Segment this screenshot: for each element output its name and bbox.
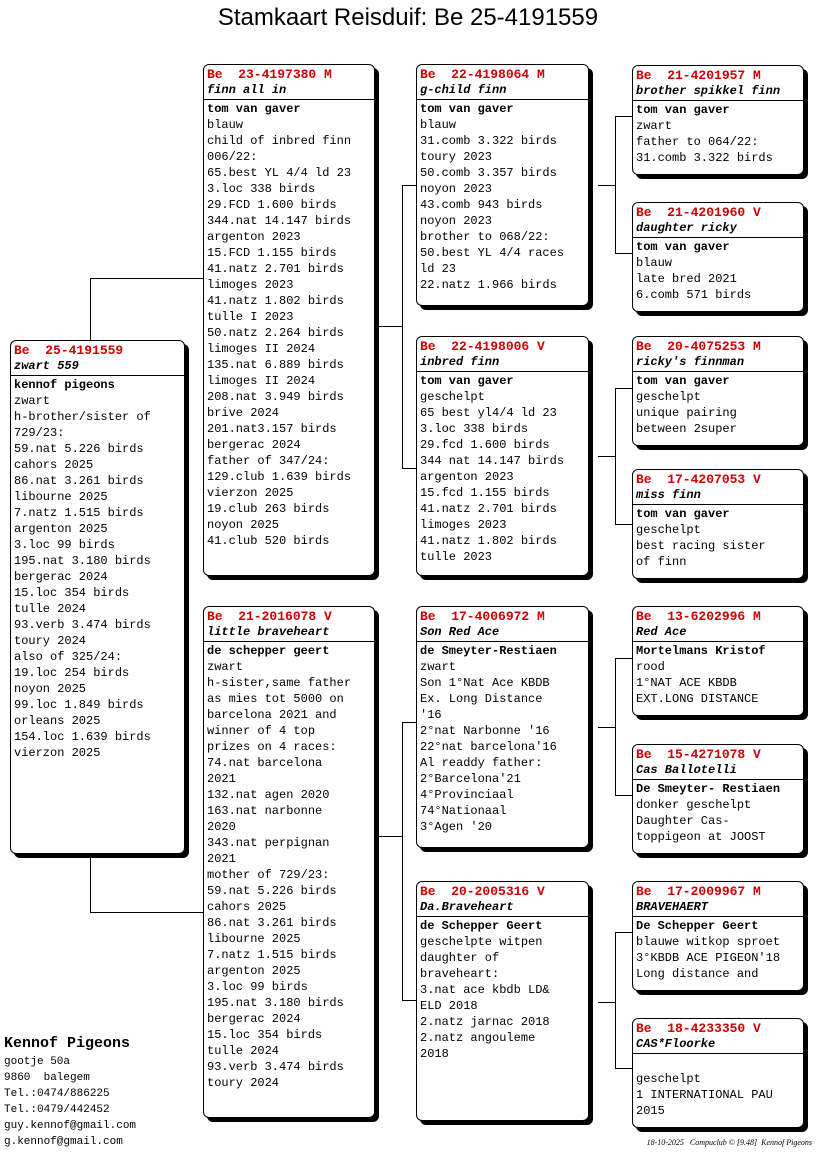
father-father-card[interactable] bbox=[416, 64, 589, 306]
mother-father-mother-card[interactable] bbox=[632, 744, 804, 854]
info-line: 65 best yl4/4 ld 23 bbox=[420, 406, 557, 420]
info-line: libourne 2025 bbox=[14, 490, 108, 504]
owner-name: kennof pigeons bbox=[14, 378, 115, 392]
info-line: brive 2024 bbox=[207, 406, 280, 420]
info-line: 31.comb 3.322 birds bbox=[420, 134, 557, 148]
info-line: 132.nat agen 2020 bbox=[207, 788, 330, 802]
info-line: cahors 2025 bbox=[207, 900, 287, 914]
connector bbox=[615, 116, 633, 117]
connector bbox=[598, 185, 615, 186]
ring-number: Be 22-4198064 M bbox=[420, 67, 545, 82]
connector bbox=[90, 912, 204, 913]
owner-name: Mortelmans Kristof bbox=[636, 644, 766, 658]
info-line: argenton 2025 bbox=[14, 522, 108, 536]
owner-name: tom van gaver bbox=[636, 103, 730, 117]
breeder-line: Tel.:0474/886225 bbox=[4, 1088, 110, 1100]
info-line: Ex. Long Distance bbox=[420, 692, 543, 706]
connector bbox=[615, 388, 616, 524]
info-line: argenton 2023 bbox=[207, 230, 301, 244]
father-mother-card[interactable] bbox=[416, 336, 589, 576]
info-line: blauw bbox=[207, 118, 244, 132]
mother-card[interactable] bbox=[203, 606, 375, 1118]
info-line: 2°nat Narbonne '16 bbox=[420, 724, 550, 738]
info-line: braveheart: bbox=[420, 967, 500, 981]
connector bbox=[615, 524, 633, 525]
ring-number: Be 20-4075253 M bbox=[636, 339, 761, 354]
info-line: 59.nat 5.226 birds bbox=[207, 884, 337, 898]
info-line: 65.best YL 4/4 ld 23 bbox=[207, 166, 352, 180]
mother-father-father-card[interactable] bbox=[632, 606, 804, 716]
info-line: ld 23 bbox=[420, 262, 457, 276]
info-line: bergerac 2024 bbox=[207, 1012, 301, 1026]
info-line: vierzon 2025 bbox=[207, 486, 294, 500]
info-line: 15.fcd 1.155 birds bbox=[420, 486, 550, 500]
info-line: geschelpt bbox=[636, 1072, 701, 1086]
pigeon-name: CAS*Floorke bbox=[633, 1037, 803, 1054]
info-line: 2°Barcelona'21 bbox=[420, 772, 521, 786]
info-line: 41.club 520 birds bbox=[207, 534, 330, 548]
info-line: 201.nat3.157 birds bbox=[207, 422, 337, 436]
info-line: 3.nat ace kbdb LD& bbox=[420, 983, 550, 997]
info-line: cahors 2025 bbox=[14, 458, 94, 472]
connector bbox=[375, 836, 402, 837]
info-line: 3.loc 99 birds bbox=[207, 980, 308, 994]
ring-number: Be 22-4198006 V bbox=[420, 339, 545, 354]
owner-name: tom van gaver bbox=[636, 507, 730, 521]
info-line: 343.nat perpignan bbox=[207, 836, 330, 850]
pigeon-name: miss finn bbox=[633, 488, 803, 505]
father-father-mother-card[interactable] bbox=[632, 202, 804, 312]
info-line: vierzon 2025 bbox=[14, 746, 101, 760]
info-line: 43.comb 943 birds bbox=[420, 198, 543, 212]
info-line: EXT.LONG DISTANCE bbox=[636, 692, 759, 706]
connector bbox=[615, 253, 633, 254]
info-line: limoges II 2024 bbox=[207, 374, 316, 388]
info-line: 50.comb 3.357 birds bbox=[420, 166, 557, 180]
info-line: h-brother/sister of bbox=[14, 410, 151, 424]
info-line: Daughter Cas- bbox=[636, 814, 730, 828]
info-line: prizes on 4 races: bbox=[207, 740, 337, 754]
info-line: 163.nat narbonne bbox=[207, 804, 323, 818]
info-line: also of 325/24: bbox=[14, 650, 123, 664]
pigeon-name: daughter ricky bbox=[633, 221, 803, 238]
info-line: 93.verb 3.474 birds bbox=[207, 1060, 344, 1074]
connector bbox=[598, 456, 615, 457]
info-line: 22°nat barcelona'16 bbox=[420, 740, 557, 754]
info-line: toury 2024 bbox=[14, 634, 87, 648]
info-line: 3.loc 99 birds bbox=[14, 538, 115, 552]
info-line: argenton 2025 bbox=[207, 964, 301, 978]
pigeon-name: Red Ace bbox=[633, 625, 803, 642]
connector bbox=[90, 278, 204, 279]
ring-number: Be 17-4207053 V bbox=[636, 472, 761, 487]
info-line: 129.club 1.639 birds bbox=[207, 470, 352, 484]
pigeon-name: g-child finn bbox=[417, 83, 588, 100]
info-line: Son 1°Nat Ace KBDB bbox=[420, 676, 550, 690]
connector bbox=[598, 1002, 615, 1003]
info-line: tulle 2023 bbox=[420, 550, 493, 564]
info-line: geschelpt bbox=[636, 390, 701, 404]
info-line: tulle I 2023 bbox=[207, 310, 294, 324]
pigeon-name: Son Red Ace bbox=[417, 625, 588, 642]
info-line: 7.natz 1.515 birds bbox=[14, 506, 144, 520]
info-line: 2.natz jarnac 2018 bbox=[420, 1015, 550, 1029]
info-line: 3°KBDB ACE PIGEON'18 bbox=[636, 951, 781, 965]
owner-name: tom van gaver bbox=[420, 374, 514, 388]
info-line: noyon 2023 bbox=[420, 182, 493, 196]
info-line: 15.FCD 1.155 birds bbox=[207, 246, 337, 260]
mother-mother-mother-card[interactable] bbox=[632, 1018, 804, 1128]
info-line: 729/23: bbox=[14, 426, 65, 440]
info-line: 195.nat 3.180 birds bbox=[207, 996, 344, 1010]
info-line: ELD 2018 bbox=[420, 999, 478, 1013]
owner-name bbox=[636, 1055, 799, 1071]
info-line: noyon 2025 bbox=[207, 518, 280, 532]
info-line: 6.comb 571 birds bbox=[636, 288, 752, 302]
info-line: 19.club 263 birds bbox=[207, 502, 330, 516]
info-line: zwart bbox=[14, 394, 51, 408]
info-line: 195.nat 3.180 birds bbox=[14, 554, 151, 568]
info-line: zwart bbox=[420, 660, 457, 674]
connector bbox=[402, 722, 417, 723]
info-line: 2015 bbox=[636, 1104, 665, 1118]
info-line: father of 347/24: bbox=[207, 454, 330, 468]
info-line: 41.natz 1.802 birds bbox=[420, 534, 557, 548]
connector bbox=[615, 932, 633, 933]
info-line: blauw bbox=[420, 118, 457, 132]
info-line: 1°NAT ACE KBDB bbox=[636, 676, 737, 690]
breeder-line: g.kennof@gmail.com bbox=[4, 1136, 123, 1148]
ring-number: Be 17-4006972 M bbox=[420, 609, 545, 624]
owner-name: De Smeyter- Restiaen bbox=[636, 782, 781, 796]
info-line: daughter of bbox=[420, 951, 500, 965]
info-line: 86.nat 3.261 birds bbox=[207, 916, 337, 930]
owner-name: tom van gaver bbox=[636, 374, 730, 388]
connector bbox=[402, 185, 403, 468]
info-line: zwart bbox=[207, 660, 244, 674]
pigeon-name: BRAVEHAERT bbox=[633, 900, 803, 917]
info-line: 3°Agen '20 bbox=[420, 820, 493, 834]
info-line: 4°Provinciaal bbox=[420, 788, 514, 802]
info-line: libourne 2025 bbox=[207, 932, 301, 946]
ring-number: Be 25-4191559 bbox=[14, 343, 124, 358]
footer-text: 18-10-2025 Compuclub © [9.48] Kennof Pigeons bbox=[646, 1138, 812, 1147]
info-line: between 2super bbox=[636, 422, 737, 436]
owner-name: de Smeyter-Restiaen bbox=[420, 644, 557, 658]
info-line: 3.loc 338 birds bbox=[420, 422, 529, 436]
info-line: noyon 2025 bbox=[14, 682, 87, 696]
info-line: zwart bbox=[636, 119, 673, 133]
ring-number: Be 20-2005316 V bbox=[420, 884, 545, 899]
info-line: blauw bbox=[636, 256, 673, 270]
connector bbox=[90, 854, 91, 912]
connector bbox=[615, 932, 616, 1068]
owner-name: tom van gaver bbox=[420, 102, 514, 116]
info-line: barcelona 2021 and bbox=[207, 708, 337, 722]
connector bbox=[615, 795, 633, 796]
info-line: 19.loc 254 birds bbox=[14, 666, 130, 680]
info-line: winner of 4 top bbox=[207, 724, 316, 738]
info-line: geschelpt bbox=[636, 523, 701, 537]
info-line: 7.natz 1.515 birds bbox=[207, 948, 337, 962]
connector bbox=[615, 658, 633, 659]
info-line: 006/22: bbox=[207, 150, 258, 164]
info-line: 41.natz 1.802 birds bbox=[207, 294, 344, 308]
info-line: father to 064/22: bbox=[636, 135, 759, 149]
father-card[interactable] bbox=[203, 64, 375, 576]
info-line: 2020 bbox=[207, 820, 236, 834]
pigeon-name: Cas Ballotelli bbox=[633, 763, 803, 780]
mother-father-card[interactable] bbox=[416, 606, 589, 848]
info-line: donker geschelpt bbox=[636, 798, 752, 812]
info-line: limoges 2023 bbox=[207, 278, 294, 292]
mother-mother-card[interactable] bbox=[416, 881, 589, 1121]
info-line: 344.nat 14.147 birds bbox=[207, 214, 352, 228]
info-line: blauwe witkop sproet bbox=[636, 935, 781, 949]
info-line: 15.loc 354 birds bbox=[14, 586, 130, 600]
info-line: as mies tot 5000 on bbox=[207, 692, 344, 706]
info-line: 74°Nationaal bbox=[420, 804, 507, 818]
mother-mother-father-card[interactable] bbox=[632, 881, 804, 991]
info-line: brother to 068/22: bbox=[420, 230, 550, 244]
owner-name: de schepper geert bbox=[207, 644, 330, 658]
father-mother-father-card[interactable] bbox=[632, 336, 804, 446]
info-line: 2021 bbox=[207, 772, 236, 786]
info-line: noyon 2023 bbox=[420, 214, 493, 228]
info-line: 59.nat 5.226 birds bbox=[14, 442, 144, 456]
breeder-line: guy.kennof@gmail.com bbox=[4, 1120, 137, 1132]
father-father-father-card[interactable] bbox=[632, 65, 804, 175]
ring-number: Be 17-2009967 M bbox=[636, 884, 761, 899]
pigeon-name: finn all in bbox=[204, 83, 374, 100]
info-line: toury 2023 bbox=[420, 150, 493, 164]
info-line: 93.verb 3.474 birds bbox=[14, 618, 151, 632]
info-line: unique pairing bbox=[636, 406, 737, 420]
subject-card[interactable] bbox=[10, 340, 185, 854]
info-line: 15.loc 354 birds bbox=[207, 1028, 323, 1042]
pigeon-name: Da.Braveheart bbox=[417, 900, 588, 917]
info-line: mother of 729/23: bbox=[207, 868, 330, 882]
info-line: of finn bbox=[636, 555, 687, 569]
connector bbox=[615, 658, 616, 795]
breeder-line: 9860 balegem bbox=[4, 1072, 90, 1084]
page-title: Stamkaart Reisduif: Be 25-4191559 bbox=[217, 4, 599, 31]
info-line: 22.natz 1.966 birds bbox=[420, 278, 557, 292]
ring-number: Be 18-4233350 V bbox=[636, 1021, 761, 1036]
info-line: 154.loc 1.639 birds bbox=[14, 730, 151, 744]
ring-number: Be 13-6202996 M bbox=[636, 609, 761, 624]
connector bbox=[402, 185, 417, 186]
info-line: 50.best YL 4/4 races bbox=[420, 246, 565, 260]
pigeon-name: little braveheart bbox=[204, 625, 374, 642]
info-line: h-sister,same father bbox=[207, 676, 352, 690]
info-line: bergerac 2024 bbox=[14, 570, 108, 584]
owner-name: De Schepper Geert bbox=[636, 919, 759, 933]
owner-name: tom van gaver bbox=[207, 102, 301, 116]
info-line: 50.natz 2.264 birds bbox=[207, 326, 344, 340]
pigeon-name: zwart 559 bbox=[11, 359, 184, 376]
info-line: 29.FCD 1.600 birds bbox=[207, 198, 337, 212]
info-line: 2.natz angouleme bbox=[420, 1031, 536, 1045]
info-line: '16 bbox=[420, 708, 442, 722]
connector bbox=[375, 326, 402, 327]
connector bbox=[615, 116, 616, 253]
info-line: limoges 2023 bbox=[420, 518, 507, 532]
connector bbox=[615, 388, 633, 389]
info-line: child of inbred finn bbox=[207, 134, 352, 148]
info-line: geschelpt bbox=[420, 390, 485, 404]
connector bbox=[402, 722, 403, 1000]
info-line: Long distance and bbox=[636, 967, 759, 981]
ring-number: Be 15-4271078 V bbox=[636, 747, 761, 762]
info-line: tulle 2024 bbox=[207, 1044, 280, 1058]
info-line: 86.nat 3.261 birds bbox=[14, 474, 144, 488]
ring-number: Be 23-4197380 M bbox=[207, 67, 332, 82]
info-line: 99.loc 1.849 birds bbox=[14, 698, 144, 712]
info-line: 74.nat barcelona bbox=[207, 756, 323, 770]
breeder-line: Tel.:0479/442452 bbox=[4, 1104, 110, 1116]
info-line: 41.natz 2.701 birds bbox=[420, 502, 557, 516]
breeder-name: Kennof Pigeons bbox=[4, 1035, 131, 1052]
info-line: toury 2024 bbox=[207, 1076, 280, 1090]
connector bbox=[598, 727, 615, 728]
breeder-line: gootje 50a bbox=[4, 1056, 71, 1068]
connector bbox=[402, 468, 417, 469]
info-line: 31.comb 3.322 birds bbox=[636, 151, 773, 165]
pigeon-name: brother spikkel finn bbox=[633, 84, 803, 101]
info-line: 3.loc 338 birds bbox=[207, 182, 316, 196]
info-line: argenton 2023 bbox=[420, 470, 514, 484]
info-line: 41.natz 2.701 birds bbox=[207, 262, 344, 276]
connector bbox=[615, 1068, 633, 1069]
father-mother-mother-card[interactable] bbox=[632, 469, 804, 579]
info-line: late bred 2021 bbox=[636, 272, 737, 286]
info-line: 208.nat 3.949 birds bbox=[207, 390, 344, 404]
info-line: 2021 bbox=[207, 852, 236, 866]
ring-number: Be 21-2016078 V bbox=[207, 609, 332, 624]
info-line: best racing sister bbox=[636, 539, 766, 553]
ring-number: Be 21-4201957 M bbox=[636, 68, 761, 83]
connector bbox=[402, 1000, 417, 1001]
info-line: 344 nat 14.147 birds bbox=[420, 454, 565, 468]
info-line: Al readdy father: bbox=[420, 756, 543, 770]
info-line: bergerac 2024 bbox=[207, 438, 301, 452]
info-line: toppigeon at JOOST bbox=[636, 830, 766, 844]
info-line: 29.fcd 1.600 birds bbox=[420, 438, 550, 452]
pigeon-name: inbred finn bbox=[417, 355, 588, 372]
breeder-info bbox=[4, 1034, 136, 1150]
info-line: geschelpte witpen bbox=[420, 935, 543, 949]
pigeon-name: ricky's finnman bbox=[633, 355, 803, 372]
info-line: 135.nat 6.889 birds bbox=[207, 358, 344, 372]
info-line: 1 INTERNATIONAL PAU bbox=[636, 1088, 773, 1102]
owner-name: de Schepper Geert bbox=[420, 919, 543, 933]
ring-number: Be 21-4201960 V bbox=[636, 205, 761, 220]
info-line: tulle 2024 bbox=[14, 602, 87, 616]
info-line: limoges II 2024 bbox=[207, 342, 316, 356]
connector bbox=[90, 278, 91, 340]
info-line: rood bbox=[636, 660, 665, 674]
owner-name: tom van gaver bbox=[636, 240, 730, 254]
info-line: orleans 2025 bbox=[14, 714, 101, 728]
info-line: 2018 bbox=[420, 1047, 449, 1061]
